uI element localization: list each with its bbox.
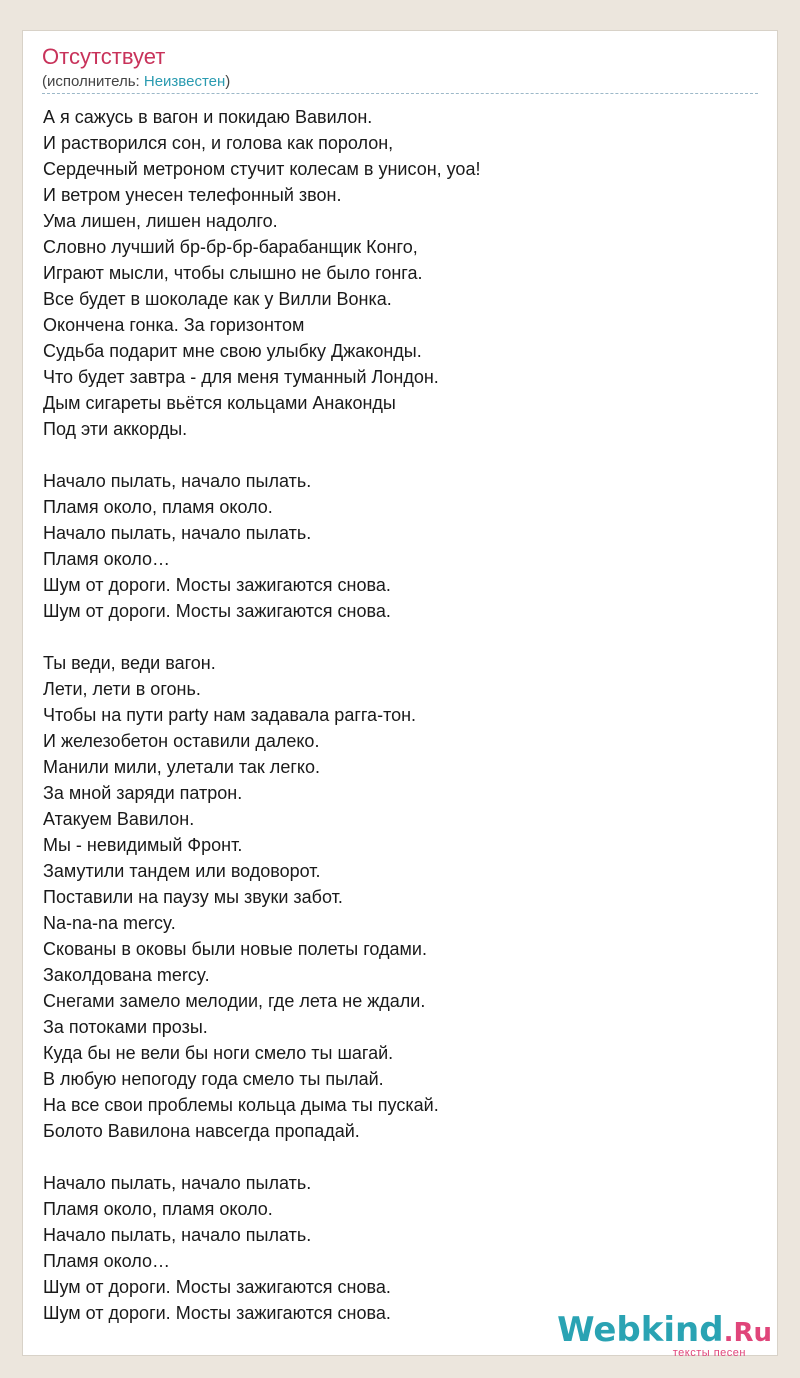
lyrics-line: Ума лишен, лишен надолго. [43, 211, 278, 231]
logo-wordmark [557, 1312, 772, 1351]
lyrics-line: Словно лучший бр-бр-бр-барабанщик Конго, [43, 237, 418, 257]
site-logo[interactable] [557, 1312, 772, 1359]
logo-tagline: тексты песен [672, 1347, 746, 1359]
lyrics-line: Начало пылать, начало пылать. [43, 471, 312, 491]
lyrics-line: И растворился сон, и голова как поролон, [43, 133, 394, 153]
lyrics-line: Шум от дороги. Мосты зажигаются снова. [43, 1303, 391, 1323]
lyrics-line: Сердечный метроном стучит колесам в унисон, уоа! [43, 159, 481, 179]
lyrics-line: Шум от дороги. Мосты зажигаются снова. [43, 1277, 391, 1297]
artist-prefix: (исполнитель: [42, 73, 144, 90]
lyrics-line: На все свои проблемы кольца дыма ты пускай. [43, 1095, 439, 1115]
lyrics-line: Мы - невидимый Фронт. [43, 835, 243, 855]
lyrics-line: Поставили на паузу мы звуки забот. [43, 887, 343, 907]
lyrics-line: Шум от дороги. Мосты зажигаются снова. [43, 575, 391, 595]
lyrics-line: Пламя около… [43, 1251, 170, 1271]
lyrics-line: Дым сигареты вьётся кольцами Анаконды [43, 393, 396, 413]
lyrics-line: Под эти аккорды. [43, 419, 188, 439]
lyrics-line: Все будет в шоколаде как у Вилли Вонка. [43, 289, 392, 309]
lyrics-stanza [43, 468, 743, 624]
lyrics-line: Лети, лети в огонь. [43, 679, 201, 699]
lyrics-line: Куда бы не вели бы ноги смело ты шагай. [43, 1043, 394, 1063]
lyrics-line: Пламя около, пламя около. [43, 497, 273, 517]
lyrics-stanza [43, 1170, 743, 1326]
lyrics-line: Атакуем Вавилон. [43, 809, 195, 829]
logo-word: Webkind [557, 1310, 724, 1350]
lyrics-line: И ветром унесен телефонный звон. [43, 185, 342, 205]
lyrics-line: В любую непогоду года смело ты пылай. [43, 1069, 384, 1089]
lyrics-line: Пламя около, пламя около. [43, 1199, 273, 1219]
artist-suffix: ) [225, 73, 231, 90]
lyrics-line: Na-na-na mercy. [43, 913, 176, 933]
lyrics-line: Окончена гонка. За горизонтом [43, 315, 305, 335]
artist-line [42, 73, 230, 91]
lyrics-line: Заколдована mercy. [43, 965, 210, 985]
lyrics-line: И железобетон оставили далеко. [43, 731, 320, 751]
lyrics-line: Болото Вавилона навсегда пропадай. [43, 1121, 360, 1141]
lyrics-line: Начало пылать, начало пылать. [43, 1225, 312, 1245]
lyrics-line: За потоками прозы. [43, 1017, 208, 1037]
lyrics-line: Что будет завтра - для меня туманный Лондон. [43, 367, 439, 387]
lyrics-line: Начало пылать, начало пылать. [43, 1173, 312, 1193]
lyrics-line: А я сажусь в вагон и покидаю Вавилон. [43, 107, 373, 127]
song-title: Отсутствует [42, 44, 166, 69]
lyrics-line: Начало пылать, начало пылать. [43, 523, 312, 543]
lyrics-line: Шум от дороги. Мосты зажигаются снова. [43, 601, 391, 621]
lyrics-stanza [43, 650, 743, 1144]
lyrics-line: За мной заряди патрон. [43, 783, 243, 803]
lyrics-text [43, 104, 743, 1352]
lyrics-line: Чтобы на пути party нам задавала рагга-тон. [43, 705, 417, 725]
lyrics-line: Ты веди, веди вагон. [43, 653, 216, 673]
lyrics-line: Играют мысли, чтобы слышно не было гонга. [43, 263, 423, 283]
lyrics-stanza [43, 104, 743, 442]
artist-link[interactable]: Неизвестен [143, 73, 226, 90]
lyrics-line: Снегами замело мелодии, где лета не ждали. [43, 991, 426, 1011]
logo-domain: .Ru [723, 1318, 772, 1348]
lyrics-line: Скованы в оковы были новые полеты годами. [43, 939, 427, 959]
lyrics-line: Судьба подарит мне свою улыбку Джаконды. [43, 341, 422, 361]
lyrics-line: Замутили тандем или водоворот. [43, 861, 321, 881]
lyrics-line: Манили мили, улетали так легко. [43, 757, 320, 777]
header-divider [42, 93, 758, 94]
lyrics-line: Пламя около… [43, 549, 170, 569]
